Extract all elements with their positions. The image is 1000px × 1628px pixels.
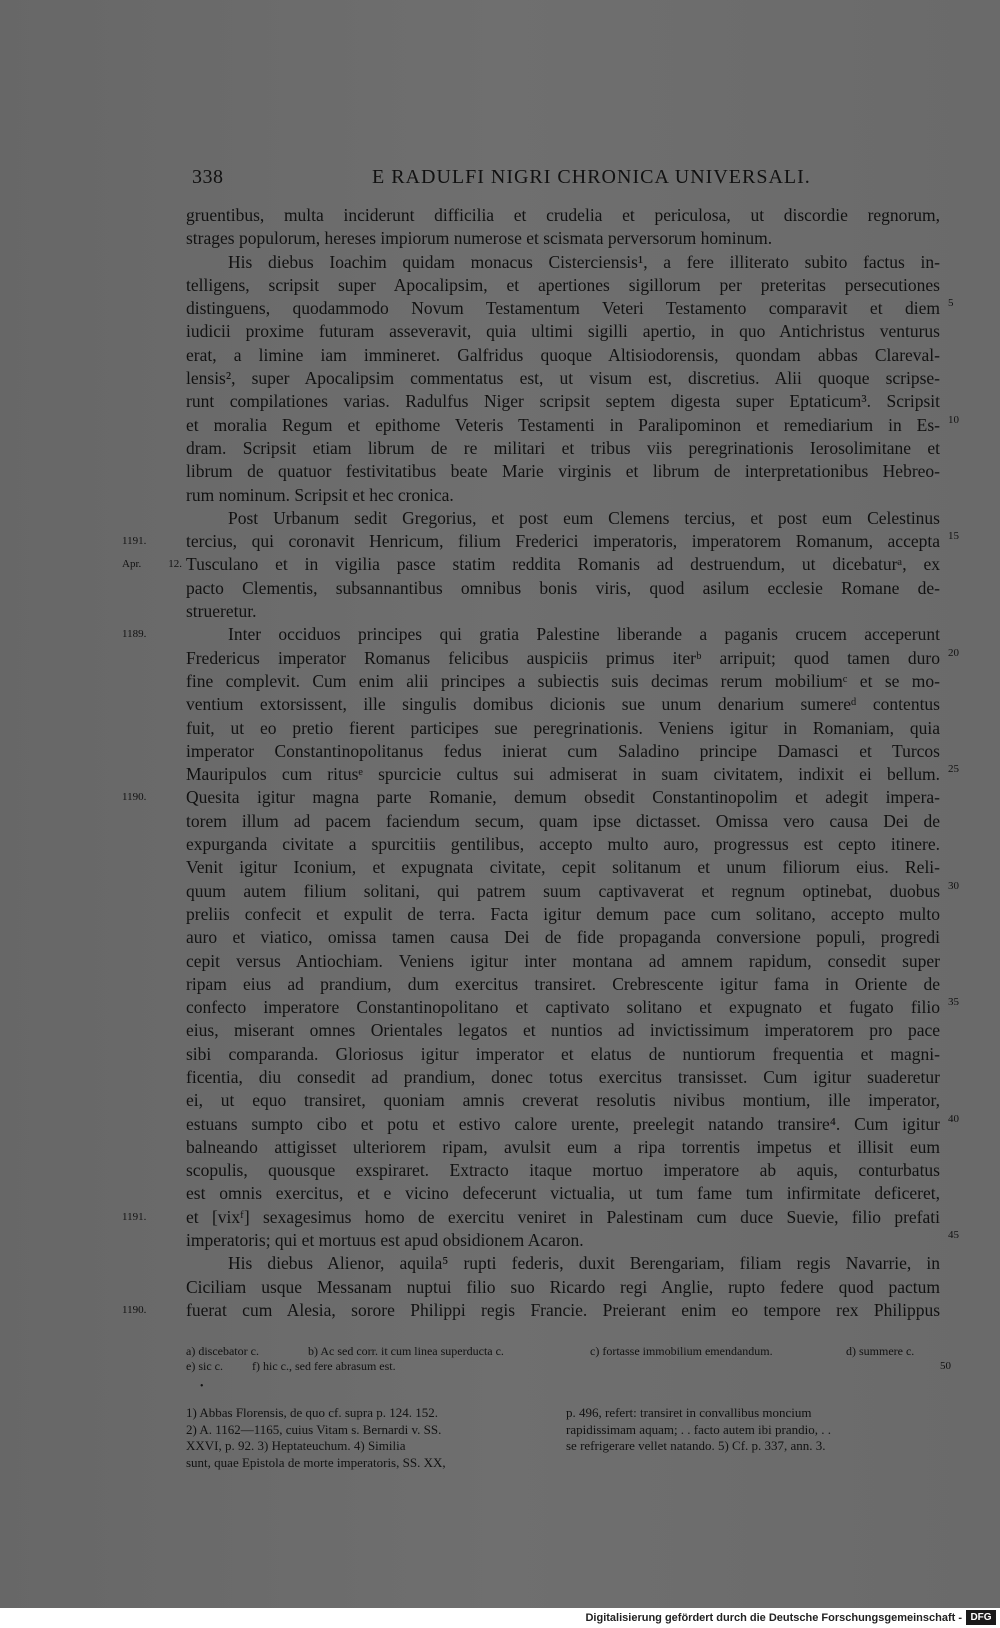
line-number: 40 xyxy=(948,1112,959,1125)
text-line xyxy=(122,1299,940,1322)
line-text: pacto Clementis, subsannantibus omnibus bonis viris, quod asilum ecclesie Romane de- xyxy=(186,577,940,598)
text-line xyxy=(186,344,940,367)
apparatus-note: f) hic c., sed fere abrasum est. xyxy=(252,1359,396,1373)
text-line xyxy=(186,460,940,483)
line-text: fuit, ut eo pretio fierent participes sue peregrinationis. Veniens igitur in Romaniam, quia xyxy=(186,717,940,738)
text-line xyxy=(186,1252,940,1275)
text-line xyxy=(186,1136,940,1159)
line-number: 10 xyxy=(948,413,959,426)
line-text: distinguens, quodammodo Novum Testamentum Veteri Testamento comparavit et diem xyxy=(186,298,940,319)
line-number: 30 xyxy=(948,879,959,892)
line-text: et moralia Regum et epithome Veteris Testamenti in Paralipominon et remediarium in Es- xyxy=(186,414,940,435)
text-line xyxy=(186,413,959,437)
margin-date: 1191. xyxy=(122,535,147,548)
line-text: fuerat cum Alesia, sorore Philippi regis Francie. Preierant enim eo tempore rex Philippus xyxy=(186,1299,940,1320)
footnote-line: XXVI, p. 92. 3) Heptateuchum. 4) Similia xyxy=(186,1438,406,1453)
line-text: erat, a limine iam immineret. Galfridus quoque Altisiodorensis, quondam abbas Clareval- xyxy=(186,344,940,365)
line-text: Mauripulos cum ritusᵉ spurcicie cultus sui admiserat in suam civitatem, indixit ei bellum. xyxy=(186,764,940,785)
text-line xyxy=(122,530,959,553)
text-line xyxy=(186,693,940,716)
text-line xyxy=(186,1043,940,1066)
apparatus-note: e) sic c. xyxy=(186,1359,223,1373)
line-text: expurganda civitate a spurcitiis gentilibus, accepto multo auro, progressus est cepto itinere. xyxy=(186,834,940,855)
line-text: gruentibus, multa inciderunt difficilia et crudelia et periculosa, ut discordie regnorum, xyxy=(186,205,940,225)
line-text: His diebus Alienor, aquila⁵ rupti federis, duxit Berengariam, filiam regis Navarrie, in xyxy=(228,1253,940,1274)
margin-date: 1190. xyxy=(122,1303,147,1316)
footnote-line: se refrigerare vellet natando. 5) Cf. p. 337, ann. 3. xyxy=(566,1438,826,1453)
text-line xyxy=(186,1229,959,1252)
line-text: librum de quatuor festivitatibus beate Marie virginis et librum de interpretationibus Hebreo- xyxy=(186,461,940,482)
text-line xyxy=(186,437,940,460)
text-line xyxy=(186,1112,959,1136)
running-header xyxy=(192,166,940,190)
critical-apparatus xyxy=(186,1344,940,1374)
line-number: 45 xyxy=(948,1229,959,1242)
line-text: et [vixᶠ] sexagesimus homo de exercitu veniret in Palestinam cum duce Suevie, filio prefati xyxy=(186,1206,940,1227)
line-number: 50 xyxy=(940,1360,951,1372)
line-text: imperatoris; qui et mortuus est apud obsidionem Acaron. xyxy=(186,1230,584,1251)
text-line xyxy=(186,1182,940,1205)
line-text: Venit igitur Iconium, et expugnata civitate, cepit solitanum et unum filiorum eius. Reli- xyxy=(186,857,940,878)
chronicle-text xyxy=(122,204,959,1322)
text-line xyxy=(186,204,940,227)
page-title: E RADULFI NIGRI CHRONICA UNIVERSALI. xyxy=(372,166,811,188)
margin-date: Apr. 12. xyxy=(122,558,182,571)
line-text: eius, miserant omnes Orientales legatos et nuntios ad invictissimum imperatorem pro pace xyxy=(186,1020,940,1041)
line-number: 15 xyxy=(948,530,959,543)
line-text: iudicii proxime futuram asseveravit, quia ultimi sigilli apertio, in quo Antichristus venturus xyxy=(186,321,940,342)
margin-date: 1189. xyxy=(122,628,147,641)
footnote-line: rapidissimam aquam; . . facto autem ibi prandio, . . xyxy=(566,1421,831,1437)
line-number: 35 xyxy=(948,996,959,1009)
text-line xyxy=(186,810,940,833)
text-line xyxy=(186,251,940,274)
line-text: tercius, qui coronavit Henricum, filium Frederici imperatoris, imperatorem Romanum, accepta xyxy=(186,531,940,552)
text-line xyxy=(186,926,940,949)
line-text: ficentia, diu consedit ad prandium, donec totus exercitus transisset. Cum igitur suaderetur xyxy=(186,1066,940,1087)
text-line xyxy=(186,879,959,903)
line-text: imperator Constantinopolitanus fedus inierat cum Saladino principe Damasci et Turcos xyxy=(186,740,940,761)
page-number: 338 xyxy=(192,166,224,188)
text-line xyxy=(186,600,940,623)
line-text: confecto imperatore Constantinopolitano et captivato solitano et expugnato et fugato filio xyxy=(186,997,940,1018)
line-number: 5 xyxy=(948,297,954,310)
line-text: ei, ut equo transiret, quoniam amnis creverat resolutis nivibus montium, ille imperator, xyxy=(186,1090,940,1111)
text-line xyxy=(186,274,940,297)
footnotes-right-column xyxy=(566,1405,940,1455)
line-text: Post Urbanum sedit Gregorius, et post eum Clemens tercius, et post eum Celestinus xyxy=(228,507,940,528)
text-line xyxy=(186,1089,940,1112)
funding-credit: Digitalisierung gefördert durch die Deutsche Forschungsgemeinschaft - xyxy=(585,1612,962,1624)
text-line xyxy=(186,1066,940,1089)
line-text: Tusculano et in vigilia pasce statim reddita Romanis ad destruendum, ut dicebaturᵃ, ex xyxy=(186,554,940,575)
line-text: torem illum ad pacem faciendum secum, quam ipse dictasset. Omissa vero causa Dei de xyxy=(186,810,940,831)
text-line xyxy=(186,484,940,507)
footnote-line: 1) Abbas Florensis, de quo cf. supra p. 124. 152. xyxy=(186,1405,439,1420)
text-line xyxy=(186,833,940,856)
footnote-line: 2) A. 1162—1165, cuius Vitam s. Bernardi v. SS. xyxy=(186,1421,442,1437)
line-text: rum nominum. Scripsit et hec cronica. xyxy=(186,484,454,505)
text-line xyxy=(186,367,940,390)
line-text: auro et viatico, omissa tamen causa Dei de fide propaganda conversione populi, progredi xyxy=(186,927,940,948)
text-line xyxy=(122,623,940,646)
text-line xyxy=(186,390,940,413)
line-text: dram. Scripsit etiam librum de re militari et tribus viis peregrinationis Ierosolimitane et xyxy=(186,437,940,458)
dfg-logo: DFG xyxy=(966,1610,996,1625)
line-text: ventium extorsissent, ille singulis domibus dicionis sue unum denarium sumereᵈ contentus xyxy=(186,694,940,715)
apparatus-note: a) discebator c. xyxy=(186,1344,259,1358)
line-text: quum autem filium solitani, qui patrem suum captivaverat et regnum optinebat, duobus xyxy=(186,880,940,901)
line-number: 25 xyxy=(948,763,959,776)
text-line xyxy=(186,717,940,740)
text-line xyxy=(186,996,959,1019)
apparatus-note: c) fortasse immobilium emendandum. xyxy=(590,1344,773,1358)
line-text: fine complevit. Cum enim alii principes a subiectis suis decimas rerum mobiliumᶜ et se mo- xyxy=(186,670,940,691)
text-line xyxy=(186,740,940,763)
line-text: telligens, scripsit super Apocalipsim, et apertiones sigillorum per preteritas persecutiones xyxy=(186,274,940,295)
text-line xyxy=(186,1276,940,1299)
line-text: strueretur. xyxy=(186,601,257,622)
line-text: Ciciliam usque Messanam nuptui filio suo Ricardo regi Anglie, rupto federe quod pactum xyxy=(186,1276,940,1297)
line-text: strages populorum, hereses impiorum numerose et scismata perversorum hominum. xyxy=(186,228,773,249)
footnote-line: sunt, quae Epistola de morte imperatoris, SS. XX, xyxy=(186,1454,446,1470)
text-line xyxy=(186,577,940,600)
text-line xyxy=(186,297,954,320)
line-text: sibi comparanda. Gloriosus igitur imperator et elatus de nuntiorum frequentia et magni- xyxy=(186,1043,940,1064)
line-text: preliis confecit et expulit de terra. Facta igitur demum pace cum solitano, accepto multo xyxy=(186,903,940,924)
text-line xyxy=(186,507,940,530)
text-line xyxy=(186,227,940,250)
text-line xyxy=(186,1019,940,1042)
text-line xyxy=(186,763,959,786)
text-line xyxy=(186,973,940,996)
line-text: scopulis, quousque exspiraret. Extracto itaque mortuo imperatore ab aquis, conturbatus xyxy=(186,1160,940,1181)
line-text: estuans sumpto cibo et potu et estivo calore urente, preelegit natando transire⁴. Cum igitur xyxy=(186,1113,940,1134)
footnote-line: p. 496, refert: transiret in convallibus moncium xyxy=(566,1405,812,1420)
line-text: runt compilationes varias. Radulfus Niger scripsit septem digesta super Eptaticum³. Scripsit xyxy=(186,391,940,412)
line-text: His diebus Ioachim quidam monacus Cisterciensis¹, a fere illiterato subito factus in- xyxy=(228,251,940,272)
line-text: cepit versus Antiochiam. Veniens igitur inter montana ad amnem rapidum, consedit super xyxy=(186,950,940,971)
text-line xyxy=(186,320,940,343)
digitization-footer xyxy=(0,1608,1000,1628)
text-line xyxy=(186,950,940,973)
text-line xyxy=(186,670,940,693)
line-text: balneando attigisset ulteriorem ripam, avulsit eum a ripa torrentis impetus et illisit eum xyxy=(186,1136,940,1157)
text-line xyxy=(122,1206,940,1229)
text-line xyxy=(186,646,959,670)
line-text: est omnis exercitus, et e vicino defecerunt victualia, ut tum fame tum infirmitate deficeret, xyxy=(186,1183,940,1204)
line-text: lensis², super Apocalipsim commentatus est, ut visum est, discretius. Alii quoque scripse- xyxy=(186,368,940,389)
footnotes-left-column xyxy=(186,1405,531,1471)
margin-date: 1190. xyxy=(122,791,147,804)
line-text: Quesita igitur magna parte Romanie, demum obsedit Constantinopolim et adegit impera- xyxy=(186,787,940,808)
line-number: 20 xyxy=(948,646,959,659)
apparatus-note: b) Ac sed corr. it cum linea superducta c. xyxy=(308,1344,504,1358)
line-text: Fredericus imperator Romanus felicibus auspiciis primus iterᵇ arripuit; quod tamen duro xyxy=(186,647,940,668)
apparatus-note: d) summere c. xyxy=(846,1344,915,1358)
text-line xyxy=(122,553,940,576)
line-text: ripam eius ad prandium, dum exercitus transiret. Crebrescente igitur fama in Oriente de xyxy=(186,973,940,994)
text-line xyxy=(186,856,940,879)
text-line xyxy=(186,903,940,926)
margin-date: 1191. xyxy=(122,1210,147,1223)
line-text: Inter occiduos principes qui gratia Palestine liberande a paganis crucem acceperunt xyxy=(228,624,940,645)
bullet-mark: • xyxy=(200,1381,204,1392)
text-line xyxy=(122,786,940,809)
text-line xyxy=(186,1159,940,1182)
